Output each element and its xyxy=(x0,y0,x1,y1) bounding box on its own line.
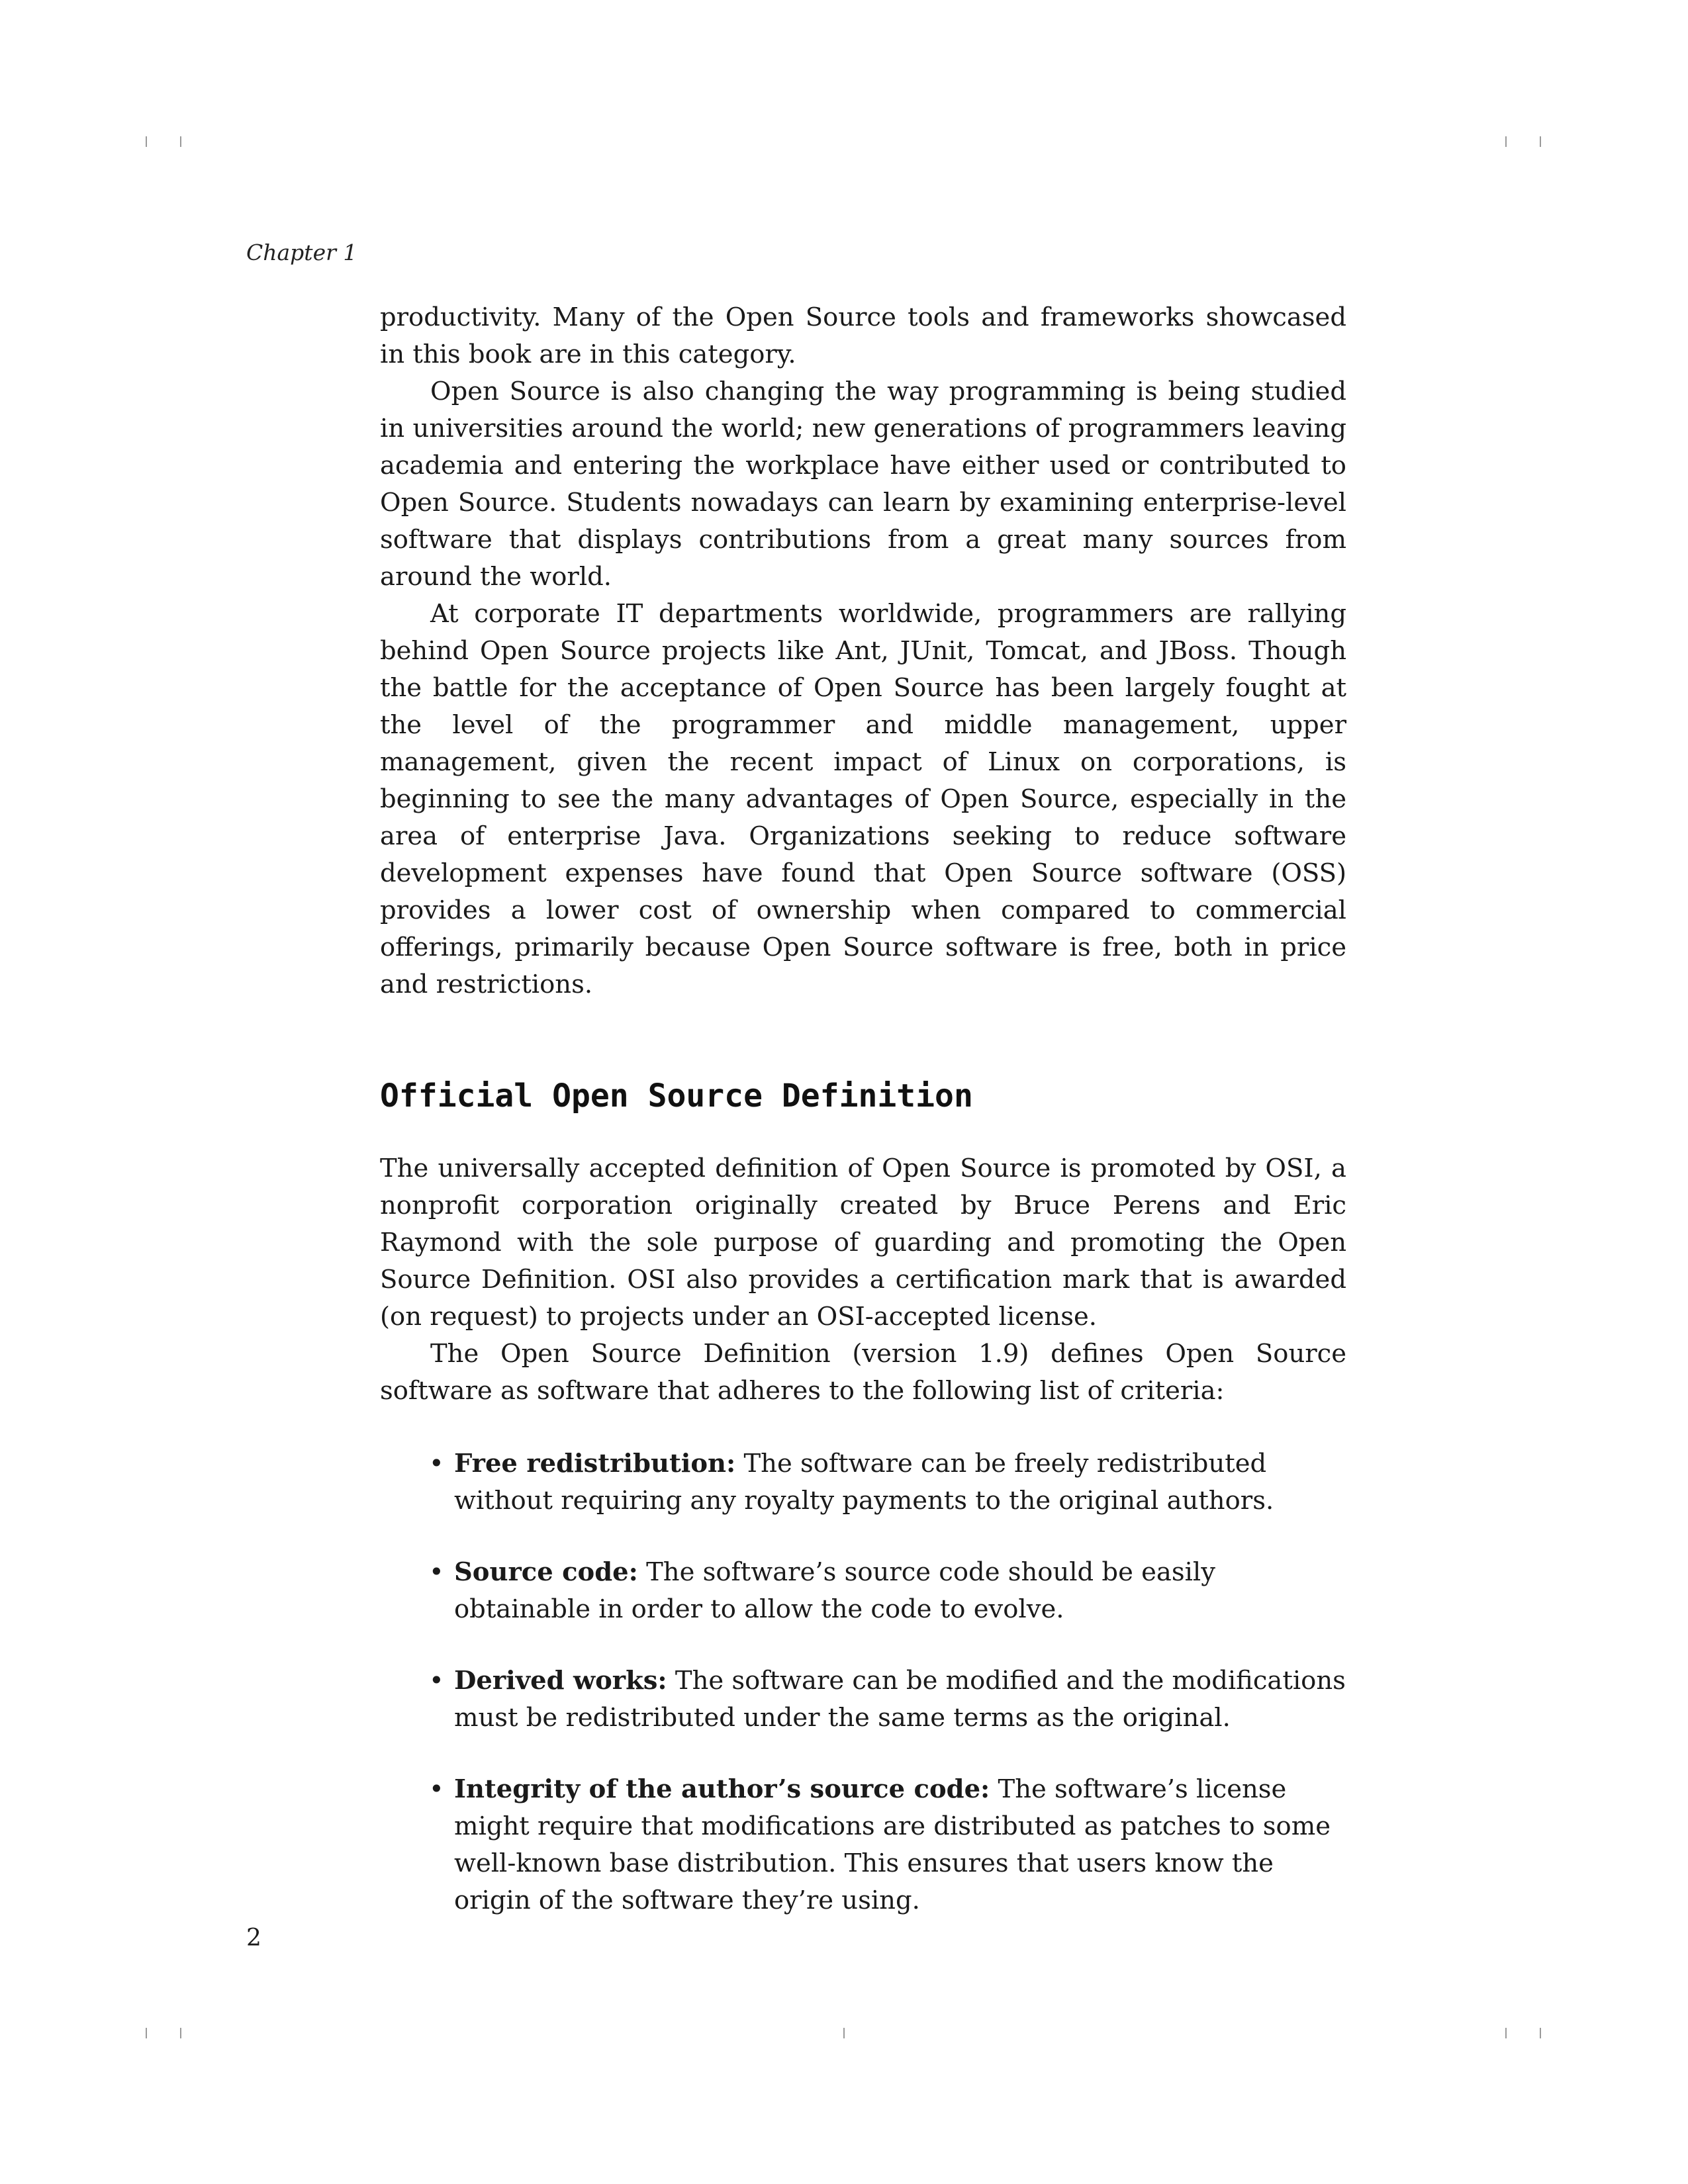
bullet-icon: • xyxy=(429,1557,444,1587)
criteria-text: The software’s license might require that modifications are distributed as patches to some well-known base distribution. This ensures that users know the origin of the software they’re using. xyxy=(454,1774,1331,1915)
body-paragraph: The universally accepted definition of Open Source is promoted by OSI, a nonprofit corporation originally created by Bruce Perens and Eric Raymond with the sole purpose of guarding and promoting the Open Source Definition. OSI also provides a certification mark that is awarded (on request) to projects under an OSI-accepted license. xyxy=(380,1154,1346,1332)
body-paragraph: Open Source is also changing the way programming is being studied in universities around the world; new generations of programmers leaving academia and entering the workplace have either used or contributed to Open Source. Students nowadays can learn by examining enterprise-level software that displays contributions from a great many sources from around the world. xyxy=(380,377,1346,592)
crop-mark xyxy=(1540,136,1541,147)
crop-mark xyxy=(146,136,147,147)
crop-mark xyxy=(843,2028,845,2038)
crop-mark xyxy=(1505,2028,1507,2038)
criteria-term: Integrity of the author’s source code: xyxy=(454,1774,990,1804)
page-number: 2 xyxy=(246,1925,261,1952)
list-item xyxy=(380,1662,1346,1737)
section-heading: Official Open Source Definition xyxy=(380,1077,973,1115)
crop-mark xyxy=(180,136,181,147)
running-head-chapter: Chapter 1 xyxy=(246,240,357,265)
crop-mark xyxy=(146,2028,147,2038)
list-item xyxy=(380,1445,1346,1520)
body-paragraph: productivity. Many of the Open Source tools and frameworks showcased in this book are in this category. xyxy=(380,302,1346,369)
list-item xyxy=(380,1554,1346,1628)
bullet-icon: • xyxy=(429,1666,444,1696)
crop-mark xyxy=(1505,136,1507,147)
list-item xyxy=(380,1771,1346,1919)
body-paragraph: At corporate IT departments worldwide, programmers are rallying behind Open Source projects like Ant, JUnit, Tomcat, and JBoss. Though the battle for the acceptance of Open Source has been largely fought at the level of the programmer and middle management, upper management, given the recent impact of Linux on corporations, is beginning to see the many advantages of Open Source, especially in the area of enterprise Java. Organizations seeking to reduce software development expenses have found that Open Source software (OSS) provides a lower cost of ownership when compared to commercial offerings, primarily because Open Source software is free, both in price and restrictions. xyxy=(380,599,1346,999)
criteria-text: The software’s source code should be easily obtainable in order to allow the code to evolve. xyxy=(454,1557,1215,1624)
body-paragraph: The Open Source Definition (version 1.9) defines Open Source software as software that adheres to the following list of criteria: xyxy=(380,1339,1346,1406)
bullet-icon: • xyxy=(429,1449,444,1479)
criteria-text: The software can be freely redistributed without requiring any royalty payments to the original authors. xyxy=(454,1449,1274,1516)
criteria-list xyxy=(380,1445,1346,1919)
criteria-term: Derived works: xyxy=(454,1666,667,1696)
page-body xyxy=(380,299,1346,1954)
crop-mark xyxy=(1540,2028,1541,2038)
criteria-text: The software can be modified and the modifications must be redistributed under the same terms as the original. xyxy=(454,1666,1346,1733)
criteria-term: Source code: xyxy=(454,1557,638,1587)
crop-mark xyxy=(180,2028,181,2038)
bullet-icon: • xyxy=(429,1774,444,1804)
criteria-term: Free redistribution: xyxy=(454,1449,736,1479)
